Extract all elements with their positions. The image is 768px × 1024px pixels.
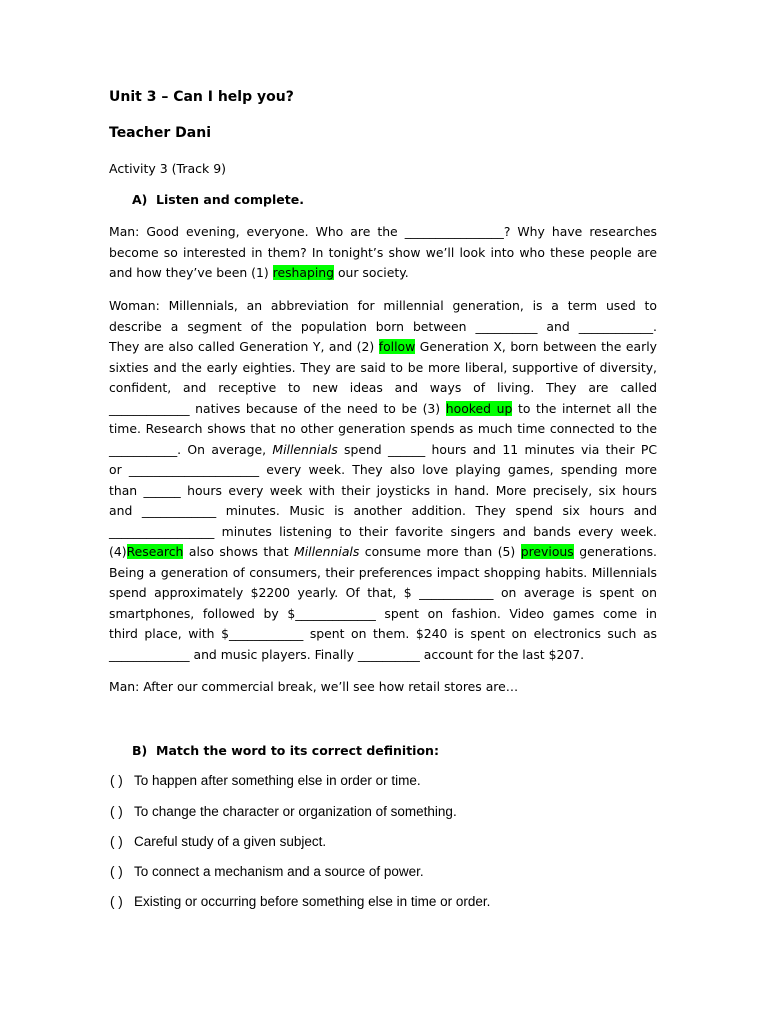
definition-item [110, 803, 457, 821]
answer-blank: ( ) [110, 864, 123, 879]
text-span: (4) [109, 544, 127, 559]
text-span: to the internet all the [512, 400, 657, 416]
highlight-research: Research [126, 544, 184, 559]
activity-label: Activity 3 (Track 9) [109, 161, 227, 176]
highlight-previous: previous [520, 544, 574, 559]
definition-text: Existing or occurring before something else in time or order. [134, 894, 491, 909]
text-line: smartphones, followed by $_____________ spent on fashion. Video games come in [109, 605, 657, 621]
text-span: our society. [334, 265, 409, 280]
definition-text: To connect a mechanism and a source of power. [134, 864, 424, 879]
answer-blank: ( ) [110, 804, 123, 819]
text-line [109, 399, 657, 420]
definition-text: Careful study of a given subject. [134, 834, 327, 849]
definition-item [110, 833, 326, 851]
section-a-heading [132, 191, 304, 209]
text-line [109, 337, 657, 358]
text-line: third place, with $____________ spent on them. $240 is spent on electronics such as [109, 626, 657, 641]
text-span: consume more than (5) [359, 544, 521, 559]
text-line: and ____________ minutes. Music is another addition. They spend six hours and [109, 503, 657, 518]
highlight-follow: follow [378, 339, 416, 354]
text-line: Man: Good evening, everyone. Who are the ________________? Why have researches [109, 224, 657, 239]
teacher-name: Teacher Dani [109, 125, 212, 141]
paragraph-man-intro [109, 222, 657, 284]
highlight-hooked-up: hooked up [445, 400, 513, 416]
text-line: than ______ hours every week with their joysticks in hand. More precisely, six hours [109, 482, 657, 498]
text-line: Man: After our commercial break, we’ll see how retail stores are… [109, 679, 519, 694]
italic-millennials: Millennials [294, 544, 360, 559]
answer-blank: ( ) [110, 894, 123, 909]
definition-text: To change the character or organization of something. [134, 804, 457, 819]
text-span: also shows that [183, 544, 295, 559]
section-b-letter: B) [132, 743, 148, 758]
definition-item [110, 772, 421, 790]
highlight-reshaping: reshaping [272, 265, 335, 280]
text-line: Woman: Millennials, an abbreviation for millennial generation, is a term used to [109, 298, 657, 313]
text-line: confident, and receptive to new ideas and ways of living. They are called [109, 380, 657, 395]
italic-millennials: Millennials [272, 441, 338, 457]
text-line: sixties and the early eighties. They are said to be more liberal, supportive of diversity, [109, 359, 657, 375]
text-span: and how they’ve been (1) [109, 265, 273, 280]
text-line [109, 263, 657, 284]
text-line: become so interested in them? In tonight’s show we’ll look into who these people are [109, 244, 657, 260]
text-span: generations. [573, 544, 657, 559]
text-span: _____________ natives because of the need to be (3) [109, 400, 446, 416]
text-line: or _____________________ every week. They also love playing games, spending more [109, 462, 657, 477]
text-line: Being a generation of consumers, their preferences impact shopping habits. Millennials [109, 564, 657, 580]
text-span: Generation X, born between the early [415, 339, 657, 354]
paragraph-man-outro [109, 677, 657, 698]
section-b-heading [132, 742, 439, 760]
text-span: They are also called Generation Y, and (2) [109, 339, 379, 354]
answer-blank: ( ) [110, 773, 123, 788]
section-a-letter: A) [132, 192, 148, 207]
paragraph-woman [109, 296, 657, 665]
text-span: ___________. On average, [109, 441, 273, 457]
section-a-title: Listen and complete. [156, 192, 304, 207]
answer-blank: ( ) [110, 834, 123, 849]
definition-item [110, 863, 424, 881]
text-line: time. Research shows that no other generation spends as much time connected to the [109, 421, 657, 436]
text-span: spend ______ hours and 11 minutes via their PC [337, 441, 658, 457]
text-line: _________________ minutes listening to their favorite singers and bands every week. [109, 523, 657, 539]
text-line: spend approximately $2200 yearly. Of that, $ ____________ on average is spent on [109, 585, 657, 600]
text-line: _____________ and music players. Finally __________ account for the last $207. [109, 646, 585, 662]
unit-title: Unit 3 – Can I help you? [109, 89, 294, 105]
text-line: describe a segment of the population born between __________ and ____________. [109, 318, 657, 334]
definition-text: To happen after something else in order or time. [134, 773, 421, 788]
section-b-title: Match the word to its correct definition: [156, 743, 439, 758]
text-line [109, 440, 657, 461]
definition-item [110, 893, 490, 911]
text-line [109, 542, 657, 563]
